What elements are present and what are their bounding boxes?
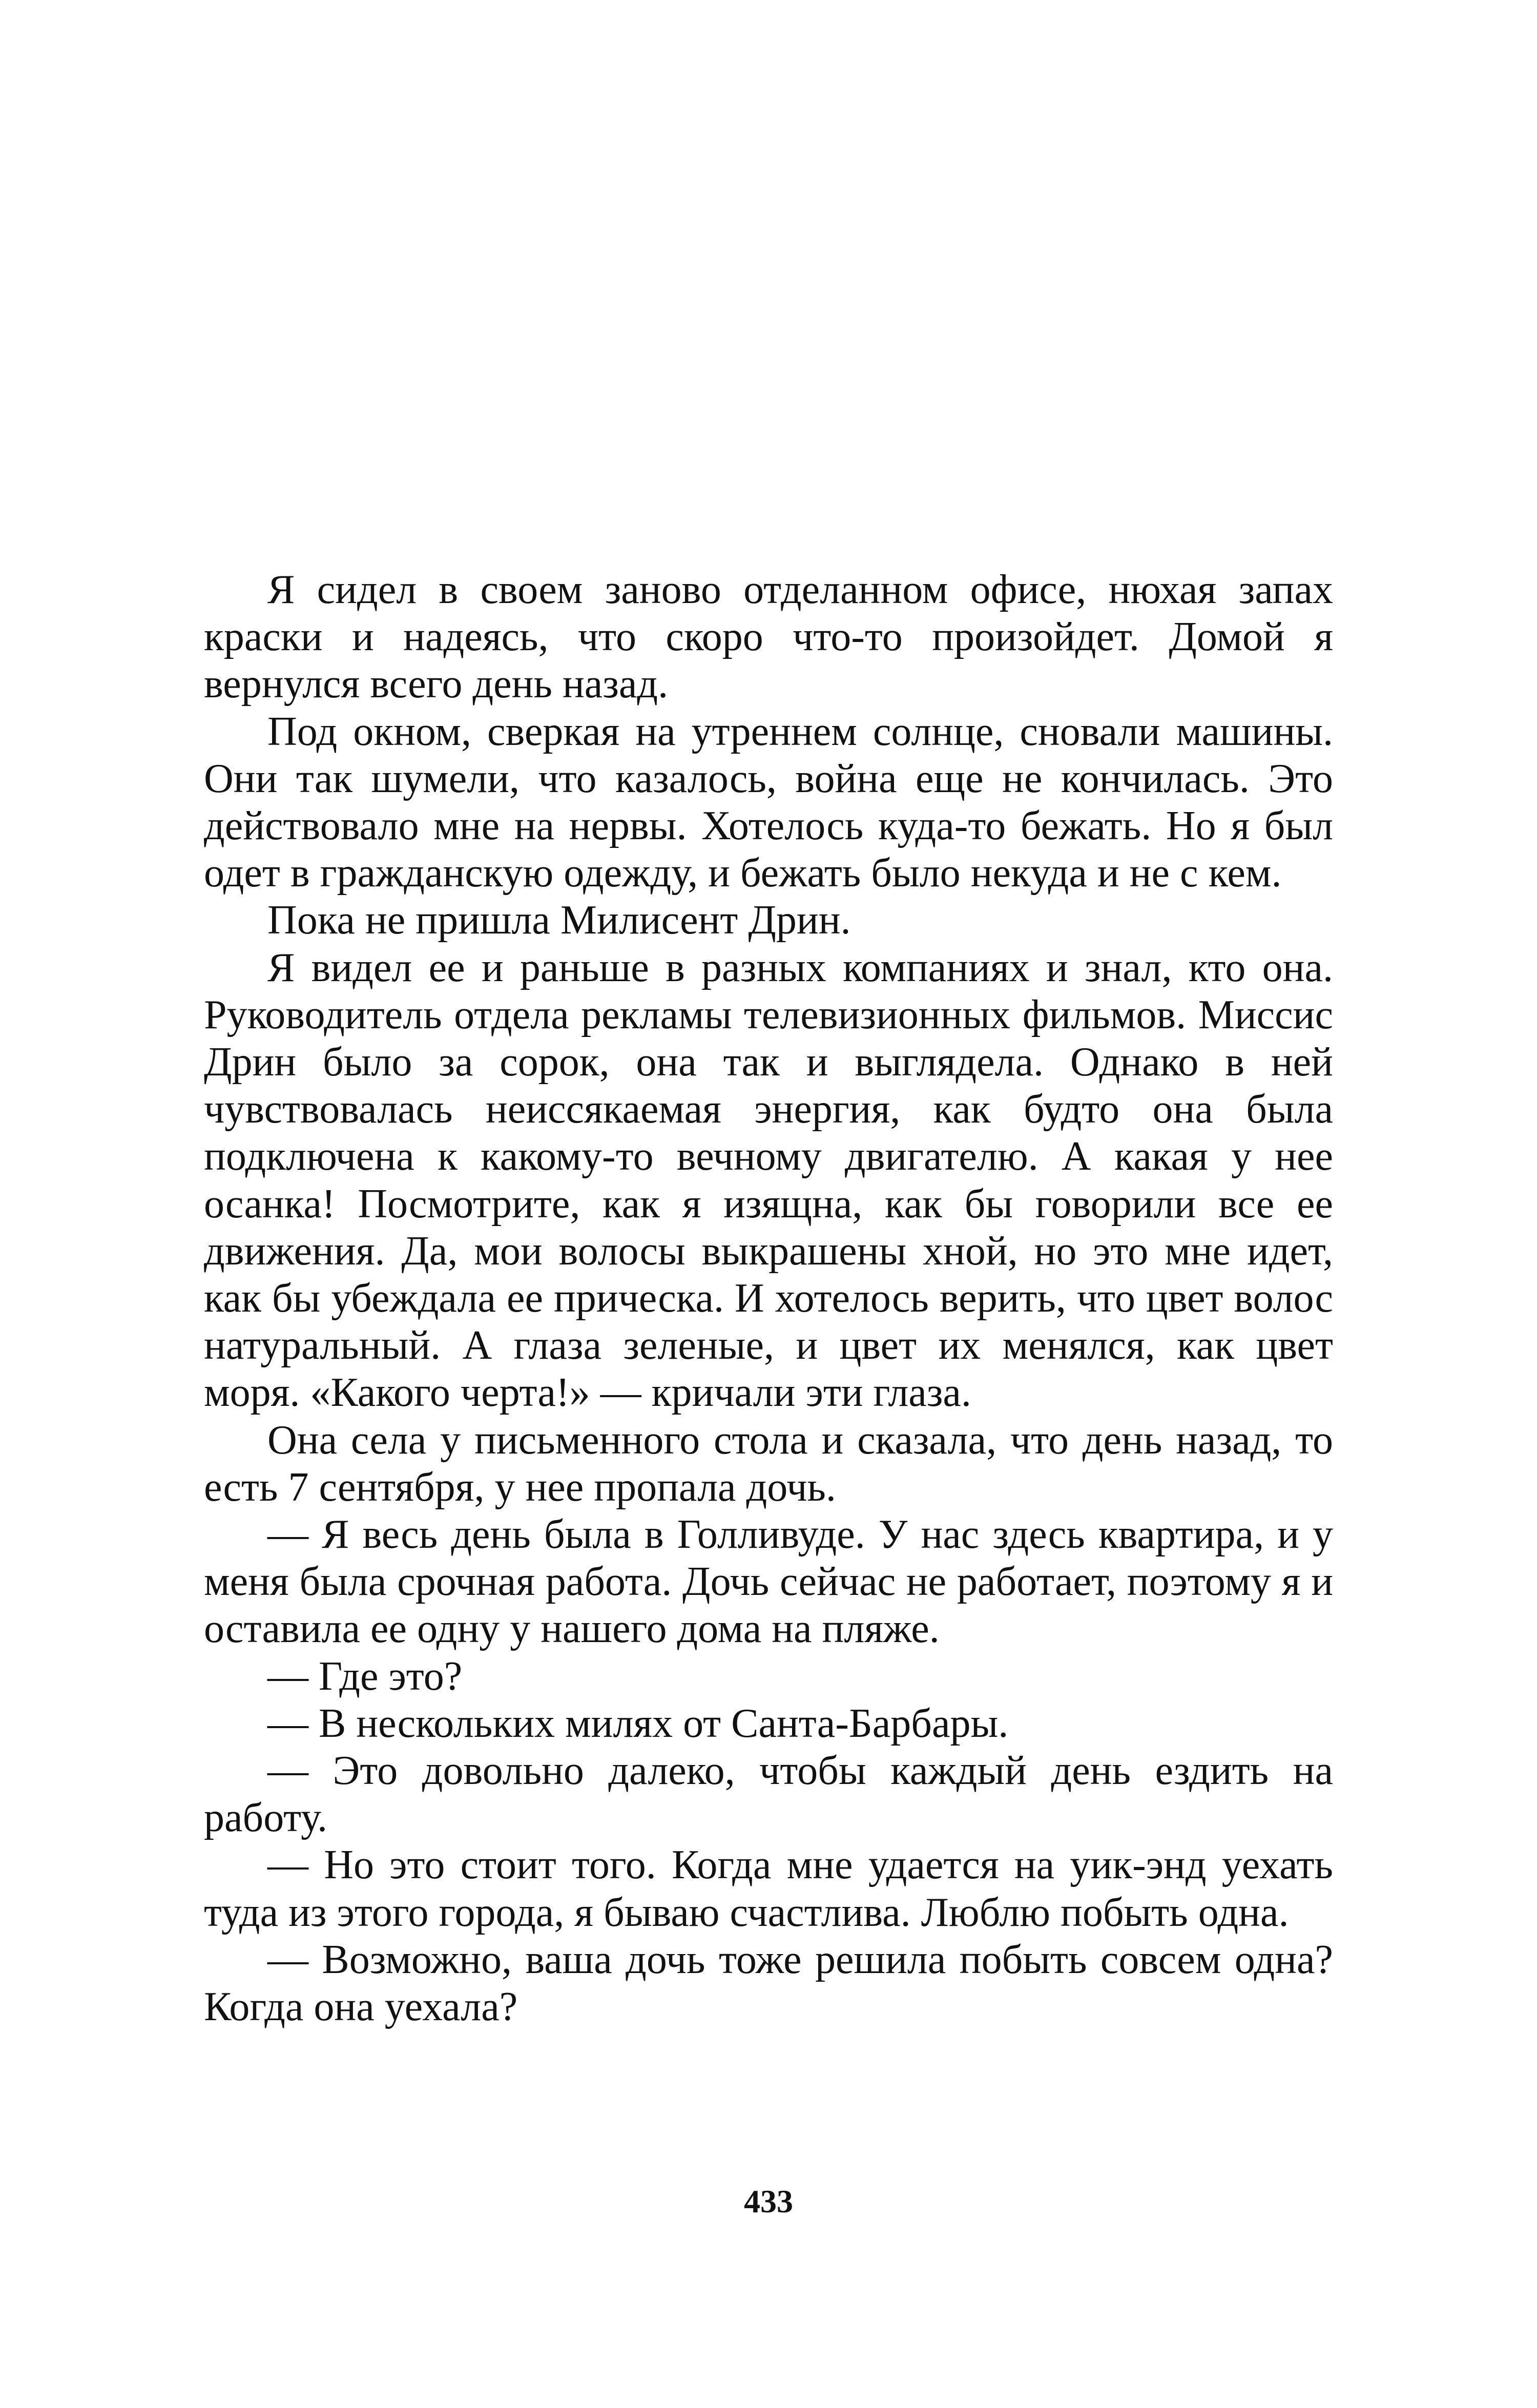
paragraph-11: — Возможно, ваша дочь тоже решила побыть совсем одна? Когда она уехала? <box>204 1937 1333 2030</box>
paragraph-10: — Но это стоит того. Когда мне удается на уик-энд уехать туда из этого города, я бываю счастлива. Люблю побыть одна. <box>204 1842 1333 1935</box>
body-text <box>204 566 1333 2030</box>
paragraph-1: Я сидел в своем заново отделанном офисе, нюхая запах краски и надеясь, что скоро что-то произойдет. Домой я вернулся всего день назад. <box>204 567 1333 707</box>
page-number: 433 <box>744 2183 793 2219</box>
paragraph-5: Она села у письменного стола и сказала, что день назад, то есть 7 сентября, у нее пропала дочь. <box>204 1417 1333 1510</box>
paragraph-8: — В нескольких милях от Санта-Барбары. <box>267 1700 1009 1746</box>
paragraph-4: Я видел ее и раньше в разных компаниях и знал, кто она. Руководитель отдела рекламы телевизионных фильмов. Миссис Дрин было за сорок, она так и выглядела. Однако в ней чувствовалась неиссякаемая энергия, как будто она была подключена к какому-то вечному двигателю. А какая у нее осанка! Посмотрите, как я изящна, как бы говорили все ее движения. Да, мои волосы выкрашены хной, но это мне идет, как бы убеждала ее прическа. И хотелось верить, что цвет волос натуральный. А глаза зеленые, и цвет их менялся, как цвет моря. «Какого черта!» — кричали эти глаза. <box>204 945 1333 1416</box>
paragraph-9: — Это довольно далеко, чтобы каждый день ездить на работу. <box>204 1748 1333 1841</box>
paragraph-3: Пока не пришла Милисент Дрин. <box>267 898 851 943</box>
paragraph-6: — Я весь день была в Голливуде. У нас здесь квартира, и у меня была срочная работа. Дочь сейчас не работает, поэтому я и оставила ее одну у нашего дома на пляже. <box>204 1512 1333 1652</box>
paragraph-2: Под окном, сверкая на утреннем солнце, сновали машины. Они так шумели, что казалось, война еще не кончилась. Это действовало мне на нервы. Хотелось куда-то бежать. Но я был одет в гражданскую одежду, и бежать было некуда и не с кем. <box>204 709 1333 896</box>
paragraph-7: — Где это? <box>267 1653 463 1699</box>
